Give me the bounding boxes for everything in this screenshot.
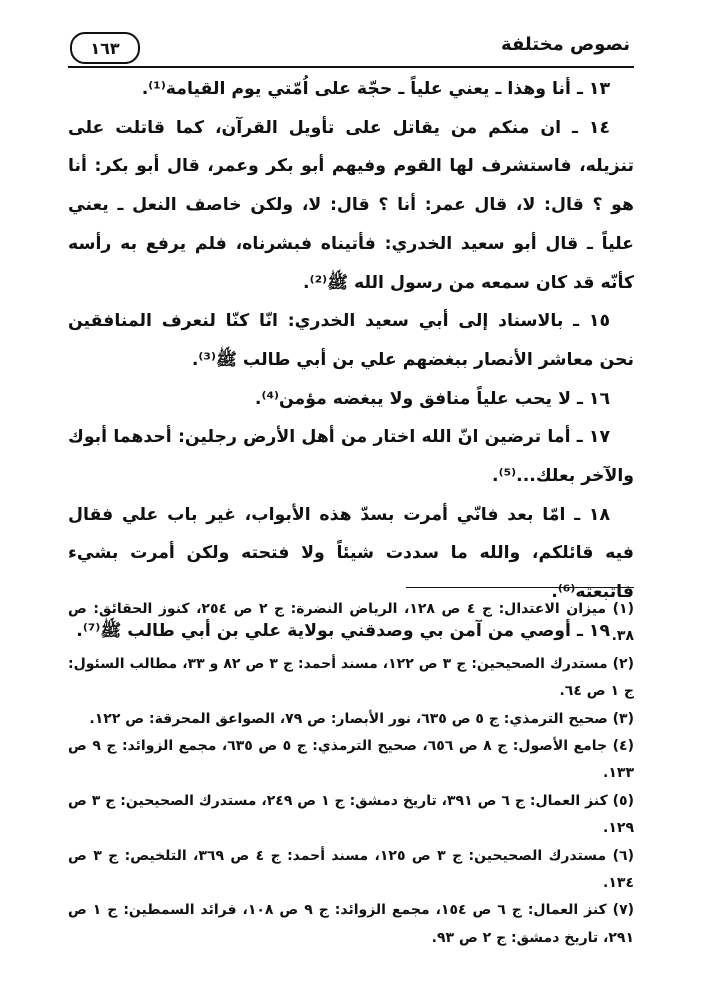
hadith-16: ١٦ ـ لا يحب علياً منافق ولا يبغضه مؤمن⁽⁴⁾. — [254, 388, 610, 409]
hadith-13: ١٣ ـ أنا وهذا ـ يعني علياً ـ حجّة على اُمّتي يوم القيامة⁽¹⁾. — [141, 79, 610, 99]
footnote-5: (٥) كنز العمال: ج ٦ ص ٣٩١، تاريخ دمشق: ج ١ ص ٢٤٩، مستدرك الصحيحين: ج ٣ ص ١٢٩. — [68, 792, 634, 837]
hadith-14: ١٤ ـ ان منكم من يقاتل على تأويل القرآن، كما قاتلت على تنزيله، فاستشرف لها القوم وفيهم أبو بكر وعمر، قال أبو بكر: أنا هو ؟ قال: لا، قال عمر: أنا ؟ قال: لا، ولكن خاصف النعل ـ يعني علياً ـ قال أبو سعيد الخدري: فأتيناه فبشرناه، فلم يرفع به رأسه كأنّه قد كان سمعه من رسول الله ﷺ⁽²⁾. — [68, 117, 634, 293]
footnote-1: (١) ميزان الاعتدال: ج ٤ ص ١٢٨، الرياض النضرة: ج ٢ ص ٢٥٤، كنوز الحقائق: ص ٣٨. — [68, 601, 634, 645]
hadith-15: ١٥ ـ بالاسناد إلى أبي سعيد الخدري: انّا كنّا لنعرف المنافقين نحن معاشر الأنصار ببغضهم علي بن أبي طالب ﷺ⁽³⁾. — [68, 311, 634, 370]
page-header — [68, 32, 634, 68]
page-number: ١٦٣ — [70, 32, 140, 64]
footnote-6: (٦) مستدرك الصحيحين: ج ٣ ص ١٢٥، مسند أحمد: ج ٤ ص ٣٦٩، التلخيص: ج ٣ ص ١٣٤. — [68, 847, 634, 892]
footnote-3: (٣) صحيح الترمذي: ج ٥ ص ٦٣٥، نور الأبصار: ص ٧٩، الصواعق المحرقة: ص ١٢٢. — [89, 710, 634, 727]
running-title: نصوص مختلفة — [501, 34, 630, 55]
hadith-18: ١٨ ـ امّا بعد فانّي أمرت بسدّ هذه الأبواب، غير باب علي فقال فيه قائلكم، والله ما سددت شيئاً ولا فتحته ولكن أمرت بشيء فاتبعته⁽⁶⁾. — [68, 504, 634, 603]
footnote-separator — [406, 587, 634, 588]
footnote-4: (٤) جامع الأصول: ج ٨ ص ٦٥٦، صحيح الترمذي: ج ٥ ص ٦٣٥، مجمع الزوائد: ج ٩ ص ١٣٣. — [68, 738, 634, 782]
hadith-17: ١٧ ـ أما ترضين انّ الله اختار من أهل الأرض رجلين: أحدهما أبوك والآخر بعلك...⁽⁵⁾. — [68, 427, 634, 487]
footnote-2: (٢) مستدرك الصحيحين: ج ٣ ص ١٢٢، مسند أحمد: ج ٣ ص ٨٢ و ٣٣، مطالب السئول: ج ١ ص ٦٤. — [68, 655, 634, 700]
main-text — [68, 70, 634, 651]
footnote-7: (٧) كنز العمال: ج ٦ ص ١٥٤، مجمع الزوائد: ج ٩ ص ١٠٨، فرائد السمطين: ج ١ ص ٢٩١، تاريخ دمشق: ج ٢ ص ٩٣. — [68, 902, 635, 946]
hadith-19: ١٩ ـ أوصي من آمن بي وصدقني بولاية علي بن أبي طالب ﷺ⁽⁷⁾. — [76, 620, 610, 641]
footnotes — [68, 596, 634, 952]
